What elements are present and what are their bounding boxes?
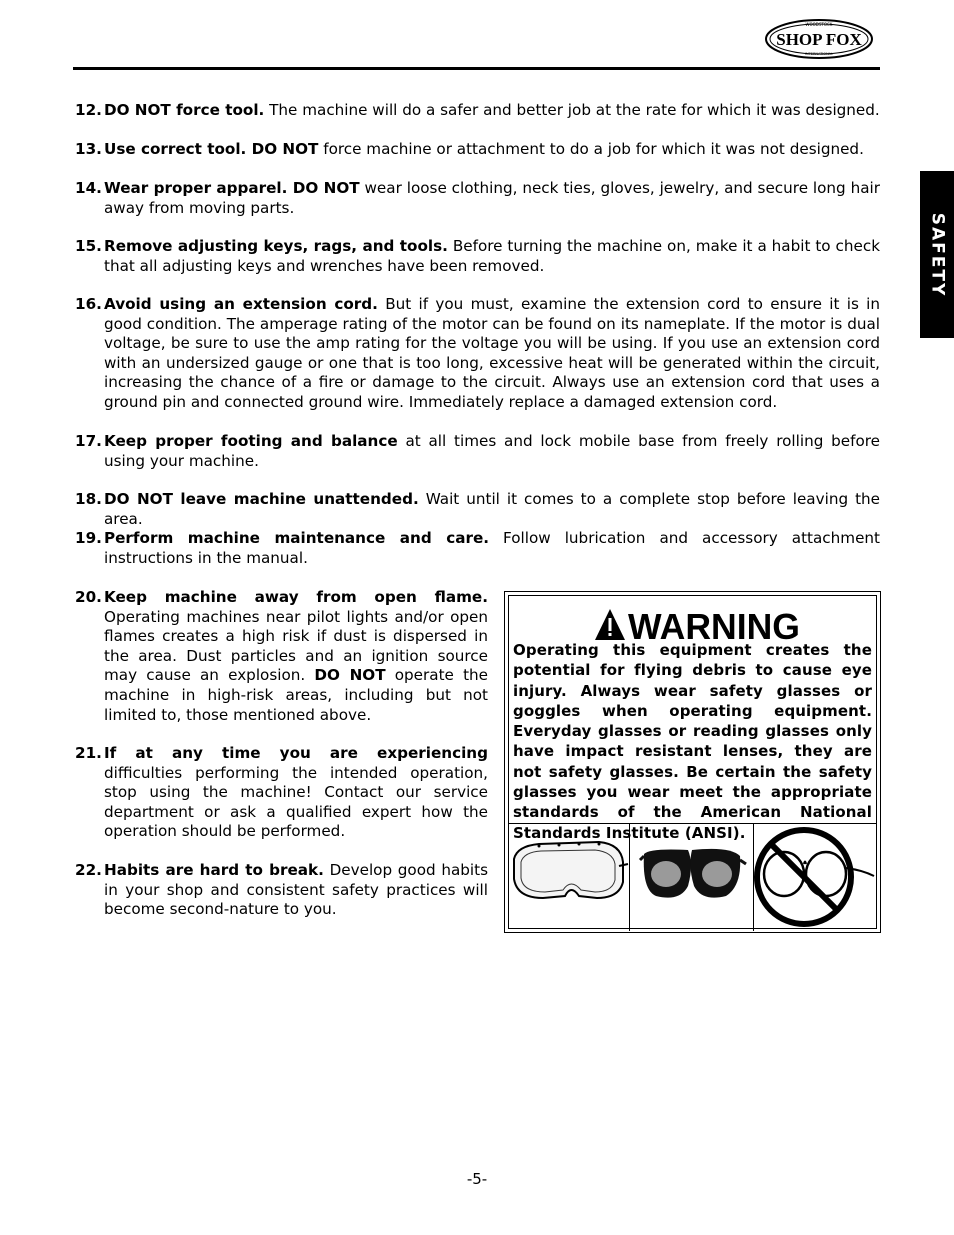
item-text: Develop good habits in your shop and consistent safety practices will become second-nature to you. [104, 861, 489, 919]
item-lead: Perform machine maintenance and care. [104, 529, 490, 547]
warning-heading-text: WARNING [628, 607, 800, 643]
item-lead: Wear proper apparel. DO NOT [104, 179, 360, 197]
safety-item-22 [75, 861, 488, 920]
item-lead: DO NOT force tool. [104, 101, 265, 119]
item-number: 15. [75, 237, 102, 255]
item-emphasis: DO NOT [314, 666, 386, 685]
svg-text:WOODSTOCK: WOODSTOCK [805, 22, 833, 27]
item-lead: Keep machine away from open flame. [104, 588, 488, 606]
safety-item-17 [75, 432, 880, 471]
item-number: 21. [75, 744, 102, 762]
item-text: Follow lubrication and accessory attachment instructions in the manual. [104, 529, 880, 567]
glasses-image-row [509, 823, 876, 931]
section-tab-safety [920, 171, 954, 338]
prohibited-reading-glasses-icon [754, 824, 876, 931]
safety-item-15 [75, 237, 880, 276]
item-lead: DO NOT leave machine unattended. [104, 490, 419, 508]
safety-item-20 [75, 588, 488, 725]
safety-item-21 [75, 744, 488, 842]
item-lead: Habits are hard to break. [104, 861, 324, 879]
item-text: But if you must, examine the extension cord to ensure it is in good condition. The amperage rating of the motor can be found on its nameplate. If the motor is dual voltage, be sure to use the amp rating for the voltage you will be using. If you use an extension cord with an undersized gauge or one that is too long, excessive heat will be generated within the circuit, increasing the chance of a fire or damage to the circuit. Always use an extension cord that uses a ground pin and connected ground wire. Immediately replace a damaged extension cord. [104, 295, 881, 411]
item-text: wear loose clothing, neck ties, gloves, jewelry, and secure long hair away from moving parts. [104, 179, 880, 217]
item-text: Wait until it comes to a complete stop before leaving the area. [104, 490, 880, 528]
warning-box [504, 591, 881, 933]
warning-text: Operating this equipment creates the potential for flying debris to cause eye injury. Always wear safety glasses or goggles when operating equipment. Everyday glasses or reading glasses only have impact resistant lenses, they are not safety glasses. Be certain the safety glasses you wear meet the appropriate standards of the American National Standards Institute (ANSI). [513, 641, 872, 842]
header-rule [73, 67, 880, 70]
item-lead: Remove adjusting keys, rags, and tools. [104, 237, 448, 255]
item-number: 13. [75, 140, 102, 158]
item-number: 22. [75, 861, 102, 879]
item-text: difficulties performing the intended operation, stop using the machine! Contact our service department or ask a qualified expert how the operation should be performed. [104, 763, 488, 841]
shop-fox-logo [764, 18, 874, 60]
item-text: Operating machines near pilot lights and/or open flames creates a high risk if dust is dispersed in the area. Dust particles and an ignition source may cause an explosion. [104, 607, 488, 685]
item-number: 17. [75, 432, 102, 450]
safety-item-12 [75, 101, 880, 121]
safety-item-18 [75, 490, 880, 529]
item-number: 12. [75, 101, 102, 119]
item-text: at all times and lock mobile base from freely rolling before using your machine. [104, 432, 880, 470]
safety-glasses-icon [630, 824, 754, 931]
svg-text:INTERNATIONAL: INTERNATIONAL [804, 52, 834, 56]
item-number: 19. [75, 529, 102, 547]
safety-goggles-icon [509, 824, 630, 931]
safety-item-16 [75, 295, 880, 413]
item-number: 20. [75, 588, 102, 606]
item-text: force machine or attachment to do a job for which it was not designed. [318, 140, 864, 158]
item-number: 16. [75, 295, 102, 313]
section-tab-label: SAFETY [927, 212, 948, 297]
item-text: The machine will do a safer and better job at the rate for which it was designed. [264, 101, 880, 119]
safety-item-13 [75, 140, 880, 160]
item-lead: If at any time you are experiencing [104, 744, 488, 762]
item-number: 18. [75, 490, 102, 508]
warning-heading [594, 607, 804, 643]
page-number: -5- [466, 1170, 488, 1188]
item-lead: Use correct tool. DO NOT [104, 140, 319, 158]
safety-item-14 [75, 179, 880, 218]
item-lead: Avoid using an extension cord. [104, 295, 378, 313]
item-number: 14. [75, 179, 102, 197]
item-text-continued: operate the machine in high-risk areas, including but not limited to, those mentioned above. [104, 666, 488, 724]
item-lead: Keep proper footing and balance [104, 432, 398, 450]
svg-text:SHOP FOX: SHOP FOX [776, 30, 862, 49]
safety-item-19 [75, 529, 880, 568]
item-text: Before turning the machine on, make it a habit to check that all adjusting keys and wrenches have been removed. [104, 237, 880, 275]
